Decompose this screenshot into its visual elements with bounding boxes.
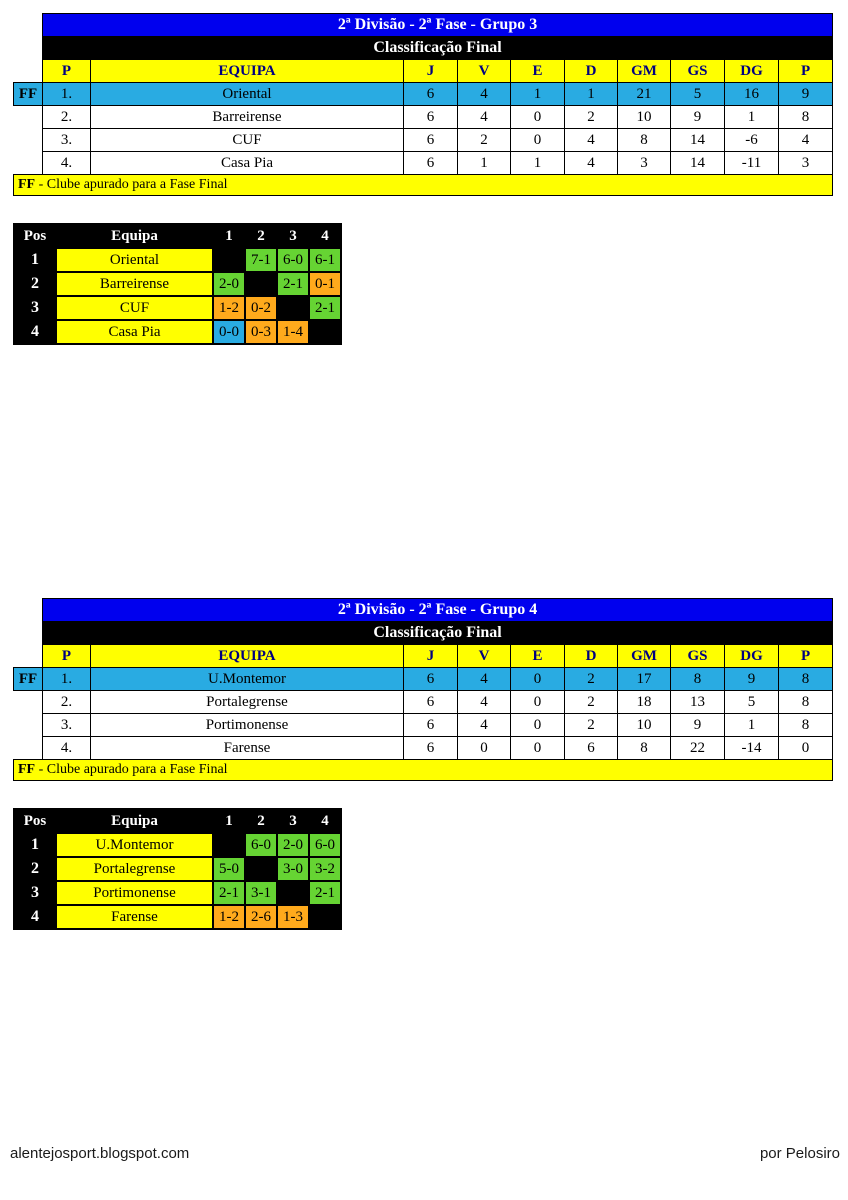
wins-cell: 4 bbox=[458, 668, 511, 691]
diagonal-empty-cell bbox=[213, 248, 245, 272]
table-subtitle-row bbox=[14, 37, 833, 60]
goals-for-cell: 21 bbox=[618, 83, 671, 106]
losses-cell: 4 bbox=[565, 152, 618, 175]
diagonal-empty-cell bbox=[245, 272, 277, 296]
position-cell: 1. bbox=[43, 668, 91, 691]
matrix-header-row bbox=[14, 224, 341, 248]
position-cell: 3. bbox=[43, 714, 91, 737]
classification-row bbox=[14, 152, 833, 175]
gutter-cell bbox=[14, 737, 43, 760]
column-header: J bbox=[404, 60, 458, 83]
column-header: E bbox=[511, 60, 565, 83]
gutter-cell bbox=[14, 622, 43, 645]
diagonal-empty-cell bbox=[213, 833, 245, 857]
goal-diff-cell: 9 bbox=[725, 668, 779, 691]
team-name-cell: Casa Pia bbox=[91, 152, 404, 175]
matrix-position-cell: 2 bbox=[14, 857, 56, 881]
classification-table-group-4 bbox=[13, 598, 833, 781]
games-cell: 6 bbox=[404, 83, 458, 106]
column-header: GS bbox=[671, 60, 725, 83]
footnote-ff-label: FF bbox=[18, 762, 36, 777]
matrix-row bbox=[14, 881, 341, 905]
classification-row bbox=[14, 129, 833, 152]
goals-against-cell: 9 bbox=[671, 106, 725, 129]
team-name-cell: Portimonense bbox=[91, 714, 404, 737]
gutter-cell bbox=[14, 645, 43, 668]
footer-author-credit: por Pelosiro bbox=[759, 1145, 840, 1162]
classification-row bbox=[14, 691, 833, 714]
position-cell: 2. bbox=[43, 691, 91, 714]
goals-for-cell: 10 bbox=[618, 106, 671, 129]
diagonal-empty-cell bbox=[277, 881, 309, 905]
matrix-position-cell: 3 bbox=[14, 881, 56, 905]
matrix-header-col: 3 bbox=[277, 809, 309, 833]
match-score-cell: 6-1 bbox=[309, 248, 341, 272]
ff-marker-cell: FF bbox=[14, 83, 43, 106]
column-header: GM bbox=[618, 645, 671, 668]
matrix-header-col: 1 bbox=[213, 809, 245, 833]
matrix-team-cell: Casa Pia bbox=[56, 320, 213, 344]
matrix-team-cell: Oriental bbox=[56, 248, 213, 272]
matrix-header-col: 2 bbox=[245, 224, 277, 248]
classification-group-3 bbox=[13, 13, 832, 196]
matrix-position-cell: 4 bbox=[14, 905, 56, 929]
gutter-cell bbox=[14, 691, 43, 714]
column-header: P bbox=[779, 60, 833, 83]
match-score-cell: 2-1 bbox=[277, 272, 309, 296]
goal-diff-cell: 1 bbox=[725, 714, 779, 737]
matrix-header-team: Equipa bbox=[56, 224, 213, 248]
games-cell: 6 bbox=[404, 106, 458, 129]
matrix-position-cell: 1 bbox=[14, 833, 56, 857]
games-cell: 6 bbox=[404, 668, 458, 691]
draws-cell: 0 bbox=[511, 714, 565, 737]
points-cell: 0 bbox=[779, 737, 833, 760]
draws-cell: 0 bbox=[511, 106, 565, 129]
matrix-team-cell: Portimonense bbox=[56, 881, 213, 905]
ff-marker-cell: FF bbox=[14, 668, 43, 691]
wins-cell: 4 bbox=[458, 83, 511, 106]
match-score-cell: 2-1 bbox=[309, 881, 341, 905]
column-header: DG bbox=[725, 645, 779, 668]
position-cell: 2. bbox=[43, 106, 91, 129]
matrix-team-cell: U.Montemor bbox=[56, 833, 213, 857]
losses-cell: 2 bbox=[565, 106, 618, 129]
match-score-cell: 6-0 bbox=[245, 833, 277, 857]
match-score-cell: 7-1 bbox=[245, 248, 277, 272]
column-header: P bbox=[43, 645, 91, 668]
matrix-header-team: Equipa bbox=[56, 809, 213, 833]
team-name-cell: Farense bbox=[91, 737, 404, 760]
match-score-cell: 2-6 bbox=[245, 905, 277, 929]
matrix-position-cell: 1 bbox=[14, 248, 56, 272]
goal-diff-cell: 1 bbox=[725, 106, 779, 129]
column-header-row bbox=[14, 645, 833, 668]
goals-for-cell: 10 bbox=[618, 714, 671, 737]
diagonal-empty-cell bbox=[245, 857, 277, 881]
diagonal-empty-cell bbox=[309, 905, 341, 929]
matrix-header-col: 4 bbox=[309, 224, 341, 248]
goals-against-cell: 14 bbox=[671, 152, 725, 175]
match-score-cell: 1-2 bbox=[213, 296, 245, 320]
gutter-cell bbox=[14, 599, 43, 622]
goals-against-cell: 9 bbox=[671, 714, 725, 737]
match-score-cell: 2-0 bbox=[213, 272, 245, 296]
matrix-row bbox=[14, 248, 341, 272]
matrix-position-cell: 3 bbox=[14, 296, 56, 320]
results-matrix-table-group-4 bbox=[13, 808, 342, 930]
column-header: J bbox=[404, 645, 458, 668]
wins-cell: 4 bbox=[458, 691, 511, 714]
matrix-header-pos: Pos bbox=[14, 224, 56, 248]
losses-cell: 2 bbox=[565, 691, 618, 714]
goals-for-cell: 18 bbox=[618, 691, 671, 714]
goal-diff-cell: -11 bbox=[725, 152, 779, 175]
position-cell: 3. bbox=[43, 129, 91, 152]
matrix-row bbox=[14, 905, 341, 929]
match-score-cell: 2-1 bbox=[213, 881, 245, 905]
match-score-cell: 0-0 bbox=[213, 320, 245, 344]
classification-row bbox=[14, 106, 833, 129]
footnote-row bbox=[14, 175, 833, 196]
footnote-row bbox=[14, 760, 833, 781]
gutter-cell bbox=[14, 60, 43, 83]
position-cell: 4. bbox=[43, 152, 91, 175]
matrix-header-col: 2 bbox=[245, 809, 277, 833]
match-score-cell: 6-0 bbox=[309, 833, 341, 857]
matrix-position-cell: 4 bbox=[14, 320, 56, 344]
table-title: 2ª Divisão - 2ª Fase - Grupo 3 bbox=[43, 14, 833, 37]
position-cell: 4. bbox=[43, 737, 91, 760]
match-score-cell: 2-1 bbox=[309, 296, 341, 320]
classification-row bbox=[14, 714, 833, 737]
matrix-row bbox=[14, 296, 341, 320]
team-name-cell: U.Montemor bbox=[91, 668, 404, 691]
goal-diff-cell: -6 bbox=[725, 129, 779, 152]
classification-row bbox=[14, 83, 833, 106]
draws-cell: 0 bbox=[511, 129, 565, 152]
goals-against-cell: 5 bbox=[671, 83, 725, 106]
team-name-cell: Barreirense bbox=[91, 106, 404, 129]
points-cell: 4 bbox=[779, 129, 833, 152]
match-score-cell: 0-3 bbox=[245, 320, 277, 344]
games-cell: 6 bbox=[404, 737, 458, 760]
matrix-team-cell: Farense bbox=[56, 905, 213, 929]
wins-cell: 1 bbox=[458, 152, 511, 175]
draws-cell: 0 bbox=[511, 737, 565, 760]
matrix-row bbox=[14, 320, 341, 344]
footnote bbox=[14, 760, 833, 781]
goal-diff-cell: -14 bbox=[725, 737, 779, 760]
classification-row bbox=[14, 668, 833, 691]
column-header: E bbox=[511, 645, 565, 668]
matrix-position-cell: 2 bbox=[14, 272, 56, 296]
points-cell: 3 bbox=[779, 152, 833, 175]
points-cell: 9 bbox=[779, 83, 833, 106]
goals-for-cell: 8 bbox=[618, 129, 671, 152]
matrix-header-row bbox=[14, 809, 341, 833]
results-matrix-table-group-3 bbox=[13, 223, 342, 345]
draws-cell: 1 bbox=[511, 83, 565, 106]
column-header: P bbox=[779, 645, 833, 668]
wins-cell: 4 bbox=[458, 106, 511, 129]
goals-against-cell: 13 bbox=[671, 691, 725, 714]
goals-against-cell: 8 bbox=[671, 668, 725, 691]
matrix-row bbox=[14, 857, 341, 881]
points-cell: 8 bbox=[779, 714, 833, 737]
goals-for-cell: 17 bbox=[618, 668, 671, 691]
match-score-cell: 5-0 bbox=[213, 857, 245, 881]
column-header: D bbox=[565, 645, 618, 668]
column-header: V bbox=[458, 645, 511, 668]
losses-cell: 2 bbox=[565, 668, 618, 691]
matrix-row bbox=[14, 833, 341, 857]
draws-cell: 1 bbox=[511, 152, 565, 175]
footnote-ff-label: FF bbox=[18, 177, 36, 192]
losses-cell: 6 bbox=[565, 737, 618, 760]
column-header-row bbox=[14, 60, 833, 83]
games-cell: 6 bbox=[404, 129, 458, 152]
wins-cell: 0 bbox=[458, 737, 511, 760]
classification-group-4 bbox=[13, 598, 832, 781]
points-cell: 8 bbox=[779, 691, 833, 714]
matrix-header-pos: Pos bbox=[14, 809, 56, 833]
games-cell: 6 bbox=[404, 152, 458, 175]
draws-cell: 0 bbox=[511, 691, 565, 714]
table-subtitle: Classificação Final bbox=[43, 622, 833, 645]
gutter-cell bbox=[14, 129, 43, 152]
footnote-text: - Clube apurado para a Fase Final bbox=[35, 762, 228, 777]
match-score-cell: 3-2 bbox=[309, 857, 341, 881]
gutter-cell bbox=[14, 14, 43, 37]
column-header: D bbox=[565, 60, 618, 83]
goal-diff-cell: 5 bbox=[725, 691, 779, 714]
table-title: 2ª Divisão - 2ª Fase - Grupo 4 bbox=[43, 599, 833, 622]
points-cell: 8 bbox=[779, 668, 833, 691]
match-score-cell: 1-4 bbox=[277, 320, 309, 344]
matrix-team-cell: Portalegrense bbox=[56, 857, 213, 881]
footnote bbox=[14, 175, 833, 196]
gutter-cell bbox=[14, 714, 43, 737]
matrix-header-col: 3 bbox=[277, 224, 309, 248]
matrix-team-cell: CUF bbox=[56, 296, 213, 320]
diagonal-empty-cell bbox=[277, 296, 309, 320]
classification-row bbox=[14, 737, 833, 760]
column-header: EQUIPA bbox=[91, 645, 404, 668]
results-matrix-group-4 bbox=[13, 808, 342, 930]
matrix-team-cell: Barreirense bbox=[56, 272, 213, 296]
match-score-cell: 1-2 bbox=[213, 905, 245, 929]
games-cell: 6 bbox=[404, 714, 458, 737]
gutter-cell bbox=[14, 152, 43, 175]
column-header: EQUIPA bbox=[91, 60, 404, 83]
goals-for-cell: 8 bbox=[618, 737, 671, 760]
footnote-text: - Clube apurado para a Fase Final bbox=[35, 177, 228, 192]
match-score-cell: 3-0 bbox=[277, 857, 309, 881]
column-header: DG bbox=[725, 60, 779, 83]
match-score-cell: 0-1 bbox=[309, 272, 341, 296]
goal-diff-cell: 16 bbox=[725, 83, 779, 106]
wins-cell: 2 bbox=[458, 129, 511, 152]
wins-cell: 4 bbox=[458, 714, 511, 737]
losses-cell: 1 bbox=[565, 83, 618, 106]
team-name-cell: Oriental bbox=[91, 83, 404, 106]
points-cell: 8 bbox=[779, 106, 833, 129]
losses-cell: 2 bbox=[565, 714, 618, 737]
classification-table-group-3 bbox=[13, 13, 833, 196]
goals-against-cell: 14 bbox=[671, 129, 725, 152]
match-score-cell: 3-1 bbox=[245, 881, 277, 905]
matrix-header-col: 4 bbox=[309, 809, 341, 833]
match-score-cell: 0-2 bbox=[245, 296, 277, 320]
results-matrix-group-3 bbox=[13, 223, 342, 345]
losses-cell: 4 bbox=[565, 129, 618, 152]
table-title-row bbox=[14, 14, 833, 37]
matrix-header-col: 1 bbox=[213, 224, 245, 248]
gutter-cell bbox=[14, 106, 43, 129]
table-title-row bbox=[14, 599, 833, 622]
match-score-cell: 1-3 bbox=[277, 905, 309, 929]
column-header: P bbox=[43, 60, 91, 83]
match-score-cell: 2-0 bbox=[277, 833, 309, 857]
gutter-cell bbox=[14, 37, 43, 60]
team-name-cell: Portalegrense bbox=[91, 691, 404, 714]
matrix-row bbox=[14, 272, 341, 296]
position-cell: 1. bbox=[43, 83, 91, 106]
column-header: V bbox=[458, 60, 511, 83]
table-subtitle-row bbox=[14, 622, 833, 645]
column-header: GS bbox=[671, 645, 725, 668]
match-score-cell: 6-0 bbox=[277, 248, 309, 272]
footer-blog-url: alentejosport.blogspot.com bbox=[10, 1145, 190, 1162]
team-name-cell: CUF bbox=[91, 129, 404, 152]
column-header: GM bbox=[618, 60, 671, 83]
games-cell: 6 bbox=[404, 691, 458, 714]
draws-cell: 0 bbox=[511, 668, 565, 691]
table-subtitle: Classificação Final bbox=[43, 37, 833, 60]
goals-for-cell: 3 bbox=[618, 152, 671, 175]
goals-against-cell: 22 bbox=[671, 737, 725, 760]
diagonal-empty-cell bbox=[309, 320, 341, 344]
